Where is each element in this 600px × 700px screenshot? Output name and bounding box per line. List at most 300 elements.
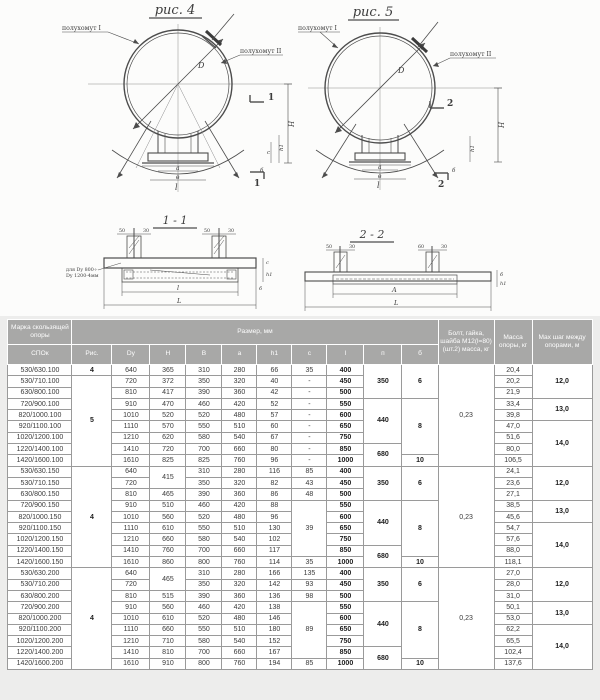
bolt-dim-50b: 50 <box>204 229 211 234</box>
table-cell: 550 <box>327 602 364 613</box>
dim-D-label-5: D <box>398 66 405 75</box>
table-cell: 400 <box>327 568 364 579</box>
table-cell: 520 <box>186 613 222 624</box>
bolt-dim-30: 30 <box>143 229 150 234</box>
header-col-l: l <box>327 345 364 365</box>
table-cell: 130 <box>257 523 292 534</box>
table-cell: 180 <box>257 624 292 635</box>
table-cell: - <box>292 398 327 409</box>
table-cell: 310 <box>186 568 222 579</box>
table-cell: 45,6 <box>494 511 532 522</box>
table-cell: 10 <box>402 658 438 669</box>
table-cell: 760 <box>222 455 257 466</box>
table-cell: 1210 <box>112 534 150 545</box>
note-line-2: Dy 1200-4мм <box>66 274 99 279</box>
table-cell: 4 <box>72 466 112 568</box>
dim-b-label-5: б <box>452 168 456 174</box>
half-clamp-1-label: полухомут I <box>62 25 101 32</box>
table-cell: 1210 <box>112 636 150 647</box>
table-cell: 550 <box>327 500 364 511</box>
table-cell: 1110 <box>112 624 150 635</box>
table-cell: 1410 <box>112 545 150 556</box>
table-row <box>8 466 592 477</box>
table-cell: 350 <box>364 466 402 500</box>
table-cell: 530/710.150 <box>8 477 72 488</box>
table-cell: 102,4 <box>494 647 532 658</box>
table-cell: 350 <box>186 376 222 387</box>
table-cell: 1020/1200.200 <box>8 636 72 647</box>
table-cell: 420 <box>222 602 257 613</box>
table-cell: 920/1100.100 <box>8 421 72 432</box>
table-cell: 1420/1600.200 <box>8 658 72 669</box>
table-cell: 460 <box>186 602 222 613</box>
table-cell: 910 <box>150 658 186 669</box>
table-cell: 600 <box>327 613 364 624</box>
table-cell: 27,1 <box>494 489 532 500</box>
table-cell: 440 <box>364 602 402 647</box>
header-bolt: Болт, гайка, шайба М12(l=80) (шт.2) масса, кг <box>438 320 494 365</box>
figure-5 <box>298 5 506 190</box>
spec-table-body <box>8 365 592 670</box>
table-cell: 620 <box>150 432 186 443</box>
dim-l-label-5: l <box>377 181 380 190</box>
table-cell: 660 <box>222 647 257 658</box>
table-cell: 1610 <box>112 455 150 466</box>
table-cell: 580 <box>186 636 222 647</box>
note-line-1: для Dy 800÷ <box>66 268 98 273</box>
table-cell: 810 <box>112 387 150 398</box>
half-clamp-2-label-5: полухомут II <box>450 51 492 58</box>
sec22-dim-L: L <box>394 299 399 307</box>
table-cell: 920/1100.150 <box>8 523 72 534</box>
table-cell: 280 <box>222 466 257 477</box>
table-cell: 500 <box>327 387 364 398</box>
header-col-n: п <box>364 345 402 365</box>
sec22-dim-30: 30 <box>349 245 356 250</box>
table-cell: 8 <box>402 398 438 454</box>
table-cell: 450 <box>327 477 364 488</box>
table-cell: 57,6 <box>494 534 532 545</box>
table-cell: 142 <box>257 579 292 590</box>
table-cell: 650 <box>327 624 364 635</box>
table-cell: 720 <box>112 579 150 590</box>
table-cell: 50,1 <box>494 602 532 613</box>
dim-H-label-5: Н <box>498 121 506 128</box>
dim-v-label-5: в <box>378 173 382 180</box>
table-cell: 820/1000.200 <box>8 613 72 624</box>
sec11-dim-L: L <box>177 297 182 305</box>
table-cell: 530/710.100 <box>8 376 72 387</box>
table-cell: 550 <box>186 624 222 635</box>
table-cell: 350 <box>364 568 402 602</box>
table-cell: 850 <box>327 545 364 556</box>
table-cell: 12,0 <box>532 568 592 602</box>
table-cell: 310 <box>186 365 222 376</box>
header-col-b: В <box>186 345 222 365</box>
table-cell: - <box>292 410 327 421</box>
table-cell: 1010 <box>112 613 150 624</box>
table-row <box>8 376 592 387</box>
table-row <box>8 365 592 376</box>
table-cell: 820/1000.150 <box>8 511 72 522</box>
table-cell: 13,0 <box>532 500 592 523</box>
table-cell: 480 <box>222 613 257 624</box>
table-cell: 88,0 <box>494 545 532 556</box>
table-cell: 720/900.200 <box>8 602 72 613</box>
section-1-1 <box>66 214 272 309</box>
table-cell: 580 <box>186 432 222 443</box>
table-cell: 57 <box>257 410 292 421</box>
table-cell: 320 <box>222 477 257 488</box>
table-cell: 372 <box>150 376 186 387</box>
table-cell: 390 <box>186 590 222 601</box>
table-cell: 5 <box>72 376 112 466</box>
table-cell: 138 <box>257 602 292 613</box>
table-cell: 280 <box>222 365 257 376</box>
table-cell: 1110 <box>112 421 150 432</box>
table-cell: 500 <box>327 489 364 500</box>
table-cell: 920/1100.200 <box>8 624 72 635</box>
table-cell: 640 <box>112 365 150 376</box>
half-clamp-1-label-5: полухомут I <box>298 25 337 32</box>
table-cell: 810 <box>112 489 150 500</box>
table-cell: 550 <box>327 398 364 409</box>
table-cell: - <box>292 376 327 387</box>
table-cell: 470 <box>150 398 186 409</box>
table-cell: 660 <box>150 624 186 635</box>
table-cell: 480 <box>222 410 257 421</box>
table-cell: 93 <box>292 579 327 590</box>
table-cell: 760 <box>222 557 257 568</box>
table-cell: 540 <box>222 636 257 647</box>
table-cell: 365 <box>150 365 186 376</box>
table-cell: 660 <box>222 545 257 556</box>
table-cell: 35 <box>292 557 327 568</box>
table-cell: 114 <box>257 557 292 568</box>
section-1-1-title: 1 - 1 <box>162 214 188 227</box>
table-cell: 350 <box>186 477 222 488</box>
sec11-dim-b: б <box>259 286 263 292</box>
table-cell: 417 <box>150 387 186 398</box>
table-cell: 465 <box>150 568 186 591</box>
section-2-2 <box>305 228 506 311</box>
table-cell: 80,0 <box>494 444 532 455</box>
table-cell: 1010 <box>112 511 150 522</box>
bolt-dim-30b: 30 <box>228 229 235 234</box>
table-cell: 760 <box>150 545 186 556</box>
table-cell: 600 <box>327 410 364 421</box>
table-cell: 750 <box>327 432 364 443</box>
dim-c-label: c <box>267 150 271 156</box>
section-marker-2b: 2 <box>438 180 445 190</box>
table-cell: 51,6 <box>494 432 532 443</box>
table-cell: 720/900.100 <box>8 398 72 409</box>
table-cell: 67 <box>257 432 292 443</box>
half-clamp-2-label: полухомут II <box>240 48 282 55</box>
table-cell: 810 <box>150 647 186 658</box>
table-cell: 750 <box>327 534 364 545</box>
table-cell: 137,6 <box>494 658 532 669</box>
dim-v-label: в <box>176 174 180 181</box>
table-cell: 550 <box>186 421 222 432</box>
table-cell: 6 <box>402 568 438 602</box>
table-cell: 280 <box>222 568 257 579</box>
table-cell: 415 <box>150 466 186 489</box>
table-cell: 1000 <box>327 557 364 568</box>
sec22-dim-50: 50 <box>326 245 333 250</box>
table-cell: 680 <box>364 545 402 568</box>
table-cell: 13,0 <box>532 398 592 421</box>
table-cell: 1110 <box>112 523 150 534</box>
table-cell: 860 <box>150 557 186 568</box>
table-cell: 850 <box>327 647 364 658</box>
table-cell: 910 <box>112 602 150 613</box>
table-cell: 850 <box>327 444 364 455</box>
table-cell: 610 <box>150 523 186 534</box>
table-cell: 28,0 <box>494 579 532 590</box>
table-cell: 152 <box>257 636 292 647</box>
table-cell: 1420/1600.150 <box>8 557 72 568</box>
table-cell: 66 <box>257 365 292 376</box>
table-cell: 54,7 <box>494 523 532 534</box>
table-cell: 4 <box>72 365 112 376</box>
table-cell: 39 <box>292 500 327 556</box>
table-cell: 520 <box>186 410 222 421</box>
table-cell: 6 <box>402 365 438 399</box>
table-cell: 1220/1400.200 <box>8 647 72 658</box>
table-cell: 360 <box>222 590 257 601</box>
spec-table-header <box>8 320 592 365</box>
table-cell: - <box>292 455 327 466</box>
table-cell: 12,0 <box>532 466 592 500</box>
table-cell: 20,4 <box>494 365 532 376</box>
table-cell: 48 <box>292 489 327 500</box>
table-cell: 62,2 <box>494 624 532 635</box>
table-cell: 360 <box>222 387 257 398</box>
table-section <box>0 316 600 700</box>
table-cell: 390 <box>186 387 222 398</box>
table-cell: 88 <box>257 500 292 511</box>
table-cell: 660 <box>222 444 257 455</box>
table-cell: 420 <box>222 398 257 409</box>
table-cell: 800 <box>186 658 222 669</box>
sec22-dim-A: A <box>392 286 397 294</box>
table-cell: 53,0 <box>494 613 532 624</box>
dim-a-label: a <box>176 165 180 172</box>
section-marker-2: 2 <box>447 99 454 109</box>
table-cell: 515 <box>150 590 186 601</box>
table-cell: 0,23 <box>438 568 494 670</box>
table-cell: 166 <box>257 568 292 579</box>
table-cell: 540 <box>222 432 257 443</box>
header-max-step: Мах шаг между опорами, м <box>532 320 592 365</box>
table-cell: 85 <box>292 658 327 669</box>
table-cell: 550 <box>186 523 222 534</box>
table-cell: 1220/1400.100 <box>8 444 72 455</box>
table-cell: 720/900.150 <box>8 500 72 511</box>
table-cell: 910 <box>112 500 150 511</box>
table-cell: 8 <box>402 602 438 658</box>
header-row-1 <box>8 320 592 345</box>
table-cell: 117 <box>257 545 292 556</box>
dim-D-label: D <box>198 61 205 70</box>
table-cell: 510 <box>150 500 186 511</box>
table-cell: 580 <box>186 534 222 545</box>
table-cell: 82 <box>257 477 292 488</box>
table-cell: 500 <box>327 590 364 601</box>
table-cell: 47,0 <box>494 421 532 432</box>
technical-drawing <box>0 0 600 316</box>
table-cell: 510 <box>222 421 257 432</box>
table-cell: 530/630.150 <box>8 466 72 477</box>
header-col-ris: Рис. <box>72 345 112 365</box>
table-cell: 194 <box>257 658 292 669</box>
table-cell: 1410 <box>112 444 150 455</box>
table-cell: 23,6 <box>494 477 532 488</box>
section-2-2-title: 2 - 2 <box>359 228 385 241</box>
header-col-dy: Dy <box>112 345 150 365</box>
table-cell: 810 <box>112 590 150 601</box>
table-cell: 136 <box>257 590 292 601</box>
table-cell: 700 <box>186 647 222 658</box>
table-cell: 0,23 <box>438 365 494 467</box>
table-cell: 460 <box>186 398 222 409</box>
table-cell: - <box>292 421 327 432</box>
table-cell: 1020/1200.100 <box>8 432 72 443</box>
sec11-dim-l: l <box>177 284 180 292</box>
table-cell: 89 <box>292 602 327 658</box>
table-cell: 33,4 <box>494 398 532 409</box>
sec22-dim-h1: h1 <box>500 281 507 287</box>
figure-4-title: рис. 4 <box>154 3 196 18</box>
table-cell: 660 <box>150 534 186 545</box>
table-cell: 1000 <box>327 658 364 669</box>
table-cell: 400 <box>327 466 364 477</box>
table-cell: 102 <box>257 534 292 545</box>
table-cell: 750 <box>327 636 364 647</box>
table-cell: 106,5 <box>494 455 532 466</box>
table-cell: 4 <box>72 568 112 670</box>
table-cell: 640 <box>112 568 150 579</box>
table-cell: 825 <box>186 455 222 466</box>
table-cell: 530/630.200 <box>8 568 72 579</box>
table-cell: 400 <box>327 365 364 376</box>
table-cell: 910 <box>112 398 150 409</box>
table-cell: - <box>292 444 327 455</box>
sec22-dim-b: б <box>500 272 504 278</box>
table-cell: 1610 <box>112 557 150 568</box>
table-cell: 13,0 <box>532 602 592 625</box>
table-cell: 570 <box>150 421 186 432</box>
table-cell: 630/800.200 <box>8 590 72 601</box>
table-cell: 560 <box>150 602 186 613</box>
table-cell: 39,8 <box>494 410 532 421</box>
table-cell: 520 <box>186 511 222 522</box>
table-cell: 510 <box>222 624 257 635</box>
table-cell: 42 <box>257 387 292 398</box>
table-cell: 360 <box>222 489 257 500</box>
table-cell: 60 <box>257 421 292 432</box>
figure-5-title: рис. 5 <box>352 5 394 20</box>
table-cell: 820/1000.100 <box>8 410 72 421</box>
table-cell: 450 <box>327 376 364 387</box>
table-cell: 530/630.100 <box>8 365 72 376</box>
dim-h1-label-5: h1 <box>470 144 476 152</box>
table-cell: 650 <box>327 523 364 534</box>
table-row <box>8 568 592 579</box>
table-cell: 760 <box>222 658 257 669</box>
table-cell: - <box>292 432 327 443</box>
drawing-area <box>0 0 600 316</box>
table-cell: 1210 <box>112 432 150 443</box>
section-marker-1: 1 <box>268 93 275 103</box>
table-cell: 440 <box>364 500 402 545</box>
table-cell: 96 <box>257 511 292 522</box>
sec22-dim-30b: 30 <box>441 245 448 250</box>
figure-4 <box>62 3 296 192</box>
table-cell: 825 <box>150 455 186 466</box>
table-cell: 700 <box>186 545 222 556</box>
table-cell: 630/800.100 <box>8 387 72 398</box>
bolt-dim-50: 50 <box>119 229 126 234</box>
dim-b-label: б <box>260 168 264 174</box>
table-cell: 38,5 <box>494 500 532 511</box>
table-cell: 96 <box>257 455 292 466</box>
table-cell: 700 <box>186 444 222 455</box>
table-cell: 80 <box>257 444 292 455</box>
table-cell: 630/800.150 <box>8 489 72 500</box>
table-cell: 465 <box>150 489 186 500</box>
table-cell: 135 <box>292 568 327 579</box>
table-cell: 420 <box>222 500 257 511</box>
table-cell: 720 <box>150 444 186 455</box>
table-cell: 1020/1200.150 <box>8 534 72 545</box>
table-cell: 8 <box>402 500 438 556</box>
table-cell: 600 <box>327 511 364 522</box>
table-cell: 85 <box>292 466 327 477</box>
table-cell: 610 <box>150 613 186 624</box>
header-mass: Масса опоры, кг <box>494 320 532 365</box>
table-cell: 720 <box>112 477 150 488</box>
table-cell: 116 <box>257 466 292 477</box>
header-mark: Марка скользящей опоры <box>8 320 72 345</box>
table-cell: 480 <box>222 511 257 522</box>
table-cell: 1420/1600.100 <box>8 455 72 466</box>
table-cell: 12,0 <box>532 365 592 399</box>
table-cell: 14,0 <box>532 624 592 669</box>
dim-l-label: l <box>175 183 178 192</box>
dim-h1-label: h1 <box>279 143 285 151</box>
header-size-group: Размер, мм <box>72 320 438 345</box>
table-cell: 390 <box>186 489 222 500</box>
table-cell: 14,0 <box>532 421 592 466</box>
table-cell: 450 <box>327 579 364 590</box>
table-cell: 540 <box>222 534 257 545</box>
table-cell: 320 <box>222 579 257 590</box>
table-cell: 118,1 <box>494 557 532 568</box>
table-cell: 440 <box>364 398 402 443</box>
table-cell: 167 <box>257 647 292 658</box>
header-col-c: с <box>292 345 327 365</box>
header-col-h1: h1 <box>257 345 292 365</box>
table-cell: 530/710.200 <box>8 579 72 590</box>
table-cell: 720 <box>112 376 150 387</box>
table-cell: 1010 <box>112 410 150 421</box>
table-cell: 6 <box>402 466 438 500</box>
table-cell: 21,9 <box>494 387 532 398</box>
sec11-dim-h1: h1 <box>266 272 273 278</box>
table-cell: 510 <box>222 523 257 534</box>
